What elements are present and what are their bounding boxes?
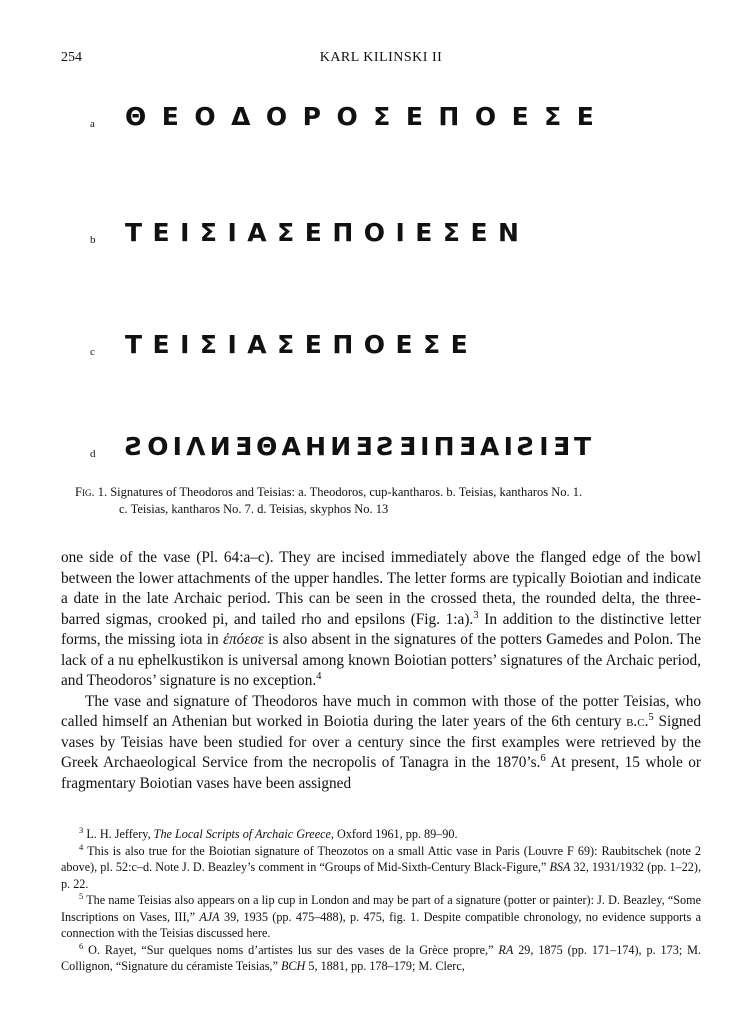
footnote-3 <box>61 826 701 843</box>
figure-caption <box>75 484 695 518</box>
inscription-a <box>0 98 756 148</box>
footnote-6 <box>61 942 701 975</box>
text-run: Signed vases by Teisias have been studied for over a century since the first examples were retrieved by the Greek Archaeological Service from the necropolis of Tanagra in the 1870’s. <box>61 713 701 771</box>
footnote-ref: 5 <box>648 710 654 723</box>
footnote-5 <box>61 892 701 942</box>
text-run: is also absent in the signatures of the potters Gamedes and Polon. The lack of a nu ephelkustikon is universal among known Boiotian potters’ signatures of the Archaic period, and Theodoros’ signature is no exception. <box>61 631 701 689</box>
caption-line-1: Signatures of Theodoros and Teisias: a. Theodoros, cup-kantharos. b. Teisias, kantharos No. 1. <box>110 485 583 499</box>
text-run: The name Teisias also appears on a lip cup in London and may be part of a signature (potter or painter): J. D. Beazley, “Some Inscriptions on Vases, III,” <box>61 893 701 924</box>
greek-word: ἐπόεσε <box>222 631 264 648</box>
inscription-glyphs: ΘΕΟΔΟΡΟΣΕΠΟΕΣΕ <box>125 102 610 131</box>
journal-title: BCH <box>280 959 306 973</box>
footnote-number: 4 <box>79 841 84 852</box>
inscription-label: a <box>90 118 95 130</box>
caption-line-2: c. Teisias, kantharos No. 7. d. Teisias, skyphos No. 13 <box>119 502 389 516</box>
text-run: L. H. Jeffery, <box>83 827 154 841</box>
paragraph <box>61 692 701 795</box>
journal-title: BSA <box>549 860 571 874</box>
inscription-label: d <box>90 448 96 460</box>
inscription-c <box>0 326 756 376</box>
footnote-ref: 4 <box>316 669 322 682</box>
page-header <box>61 50 701 70</box>
inscription-glyphs: ΤΕΙΣΙΑΣΕΠΟΙΕΣΕΝ <box>125 218 530 247</box>
text-run: 39, 1935 (pp. 475–488), p. 475, fig. 1. Despite compatible chronology, no evidence supports a connection with the Teisias discussed here. <box>61 909 701 940</box>
body-text <box>61 548 701 794</box>
figure-label: Fig. 1. <box>75 485 108 499</box>
inscription-d <box>0 428 756 478</box>
text-run: O. Rayet, “Sur quelques noms d’artistes lus sur des vases de la Grèce propre,” <box>83 942 499 957</box>
text-run: In addition to the distinctive letter forms, the missing iota in <box>61 610 701 648</box>
text-run: one side of the vase (Pl. 64:a–c). They are incised immediately above the flanged edge of the bowl between the lower attachments of the upper handles. The letter forms are typically Boiotian and indicate a date in the late Archaic period. This can be seen in the crossed theta, the rounded delta, the three-barred sigmas, crooked pi, and tailed rho and epsilons (Fig. 1:a). <box>61 549 701 628</box>
text-run: 5, 1881, pp. 178–179; M. Clerc, <box>305 959 465 973</box>
footnote-number: 5 <box>79 890 84 901</box>
inscription-glyphs: ƧOIΛИƎΘΑΗИƎƧƎIΠƎΑIƧIƎT <box>125 432 596 461</box>
footnote-4 <box>61 843 701 893</box>
text-run: 29, 1875 (pp. 171–174), p. 173; M. Collignon, “Signature du céramiste Teisias,” <box>61 942 702 973</box>
running-head: KARL KILINSKI II <box>319 50 443 65</box>
text-run: The vase and signature of Theodoros have much in common with those of the potter Teisias, who called himself an Athenian but worked in Boiotia during the later years of the 6th century <box>61 692 701 730</box>
page-number: 254 <box>61 50 82 65</box>
journal-title: AJA <box>199 909 220 924</box>
inscription-glyphs: ΤΕΙΣΙΑΣΕΠΟΕΣΕ <box>125 330 479 359</box>
text-run: At present, 15 whole or fragmentary Boiotian vases have been assigned <box>61 754 701 792</box>
journal-title: RA <box>498 942 514 957</box>
footnote-number: 6 <box>79 940 84 951</box>
inscription-b <box>0 214 756 264</box>
paragraph <box>61 548 701 692</box>
text-run: 32, 1931/1932 (pp. 1–22), p. 22. <box>61 860 701 891</box>
text-run: , Oxford 1961, pp. 89–90. <box>330 827 458 841</box>
footnotes <box>61 826 701 975</box>
footnote-number: 3 <box>79 824 84 835</box>
text-run: This is also true for the Boiotian signature of Theozotos on a small Attic vase in Paris (Louvre F 69): Raubitschek (note 2 above), pl. 52:c–d. Note J. D. Beazley’s comment in “Groups of Mid-Sixth-Century Black-Figure,” <box>61 843 701 874</box>
footnote-ref: 3 <box>473 608 479 621</box>
book-title: The Local Scripts of Archaic Greece <box>153 827 331 841</box>
inscription-label: c <box>90 346 95 358</box>
footnote-ref: 6 <box>540 751 546 764</box>
era-abbrev: b.c. <box>626 713 649 730</box>
inscription-label: b <box>90 234 96 246</box>
